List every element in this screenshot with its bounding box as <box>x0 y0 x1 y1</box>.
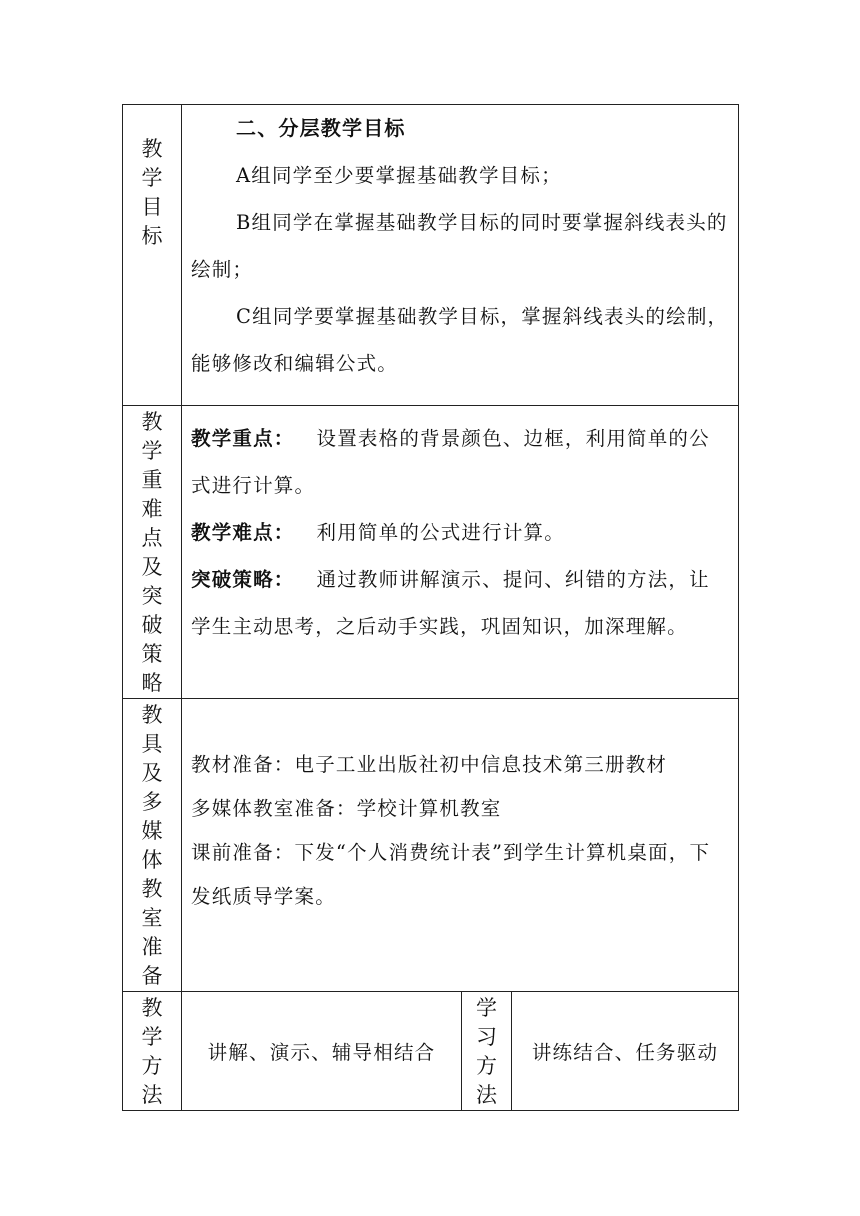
breakthrough-strategy <box>191 556 730 650</box>
breakthrough-strategy-label: 突破策略： <box>191 568 295 591</box>
keypoints-row <box>123 406 739 699</box>
lesson-plan-table <box>122 104 739 1111</box>
keypoints-content <box>182 406 739 699</box>
objective-group-a: A组同学至少要掌握基础教学目标； <box>236 164 562 187</box>
objective-group-b: B组同学在掌握基础教学目标的同时要掌握斜线表头的绘制； <box>191 211 728 281</box>
pre-class-prep: 课前准备：下发“个人消费统计表”到学生计算机桌面，下发纸质导学案。 <box>191 841 711 908</box>
teaching-focus-text: 设置表格的背景颜色、边框，利用简单的公式进行计算。 <box>191 427 710 497</box>
objectives-content <box>182 105 739 406</box>
teaching-focus <box>191 415 730 509</box>
teaching-method-value: 讲解、演示、辅导相结合 <box>182 992 462 1111</box>
breakthrough-strategy-text: 通过教师讲解演示、提问、纠错的方法，让学生主动思考，之后动手实践，巩固知识，加深理解。 <box>191 568 710 638</box>
teaching-difficulty-text: 利用简单的公式进行计算。 <box>316 521 565 544</box>
materials-row <box>123 699 739 992</box>
learning-method-value: 讲练结合、任务驱动 <box>512 992 739 1111</box>
objective-group-c: C组同学要掌握基础教学目标，掌握斜线表头的绘制，能够修改和编辑公式。 <box>191 305 729 375</box>
materials-header: 教 具 及 多 媒 体 教 室 准 备 <box>123 699 182 992</box>
teaching-method-header: 教 学 方 法 <box>123 992 182 1111</box>
keypoints-header: 教 学 重 难 点 及 突 破 策 略 <box>123 406 182 699</box>
objectives-row <box>123 105 739 406</box>
teaching-difficulty <box>191 509 730 556</box>
learning-method-header: 学 习 方 法 <box>462 992 512 1111</box>
objectives-title: 二、分层教学目标 <box>236 116 406 140</box>
materials-content <box>182 699 739 992</box>
objectives-header: 教 学 目 标 <box>123 105 182 406</box>
textbook-prep: 教材准备：电子工业出版社初中信息技术第三册教材 <box>191 753 668 776</box>
methods-row <box>123 992 739 1111</box>
teaching-difficulty-label: 教学难点： <box>191 521 295 544</box>
teaching-focus-label: 教学重点： <box>191 427 295 450</box>
classroom-prep: 多媒体教室准备：学校计算机教室 <box>191 797 502 820</box>
